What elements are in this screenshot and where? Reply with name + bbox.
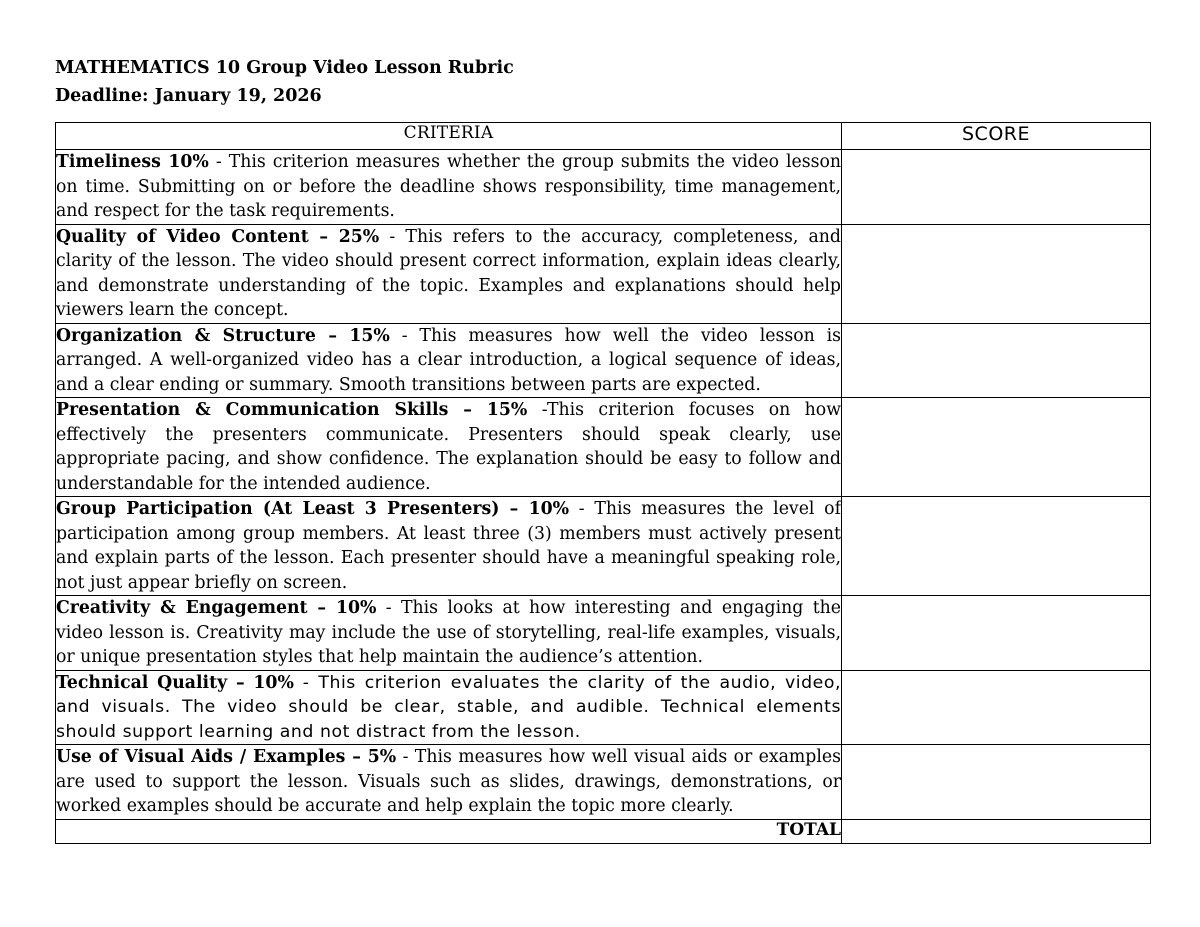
criterion-cell: [56, 670, 842, 745]
criterion-row-organization: [56, 323, 1151, 398]
criterion-row-technical-quality: [56, 670, 1151, 745]
criterion-description: - This refers to the accuracy, completeness, and clarity of the lesson. The video should present correct information, explain ideas clearly, and demonstrate understanding of the topic. Examples and explanations should help viewers learn the concept.: [56, 226, 841, 320]
rubric-table: [55, 122, 1151, 844]
score-cell-group-participation[interactable]: [842, 497, 1151, 596]
document-title: MATHEMATICS 10 Group Video Lesson Rubric: [55, 58, 514, 78]
criterion-row-visual-aids: [56, 745, 1151, 820]
score-cell-technical-quality[interactable]: [842, 670, 1151, 745]
document-deadline: Deadline: January 19, 2026: [55, 86, 322, 106]
criterion-heading: Quality of Video Content – 25%: [56, 226, 380, 247]
criterion-heading: Group Participation (At Least 3 Presenters) – 10%: [56, 499, 570, 519]
total-row: [56, 819, 1151, 843]
criterion-heading: Organization & Structure – 15%: [56, 325, 390, 346]
criterion-heading: Use of Visual Aids / Examples – 5%: [56, 747, 397, 767]
criterion-row-presentation: [56, 398, 1151, 497]
criterion-heading: Timeliness 10%: [56, 152, 209, 172]
criterion-cell: [56, 745, 842, 820]
criterion-row-timeliness: [56, 150, 1151, 225]
criterion-cell: [56, 224, 842, 323]
score-cell-visual-aids[interactable]: [842, 745, 1151, 820]
criterion-description: - This measures how well visual aids or examples are used to support the lesson. Visuals such as slides, drawings, demonstrations, or worked examples should be accurate and help explain the topic more clearly.: [56, 747, 841, 816]
score-cell-organization[interactable]: [842, 323, 1151, 398]
score-cell-creativity[interactable]: [842, 596, 1151, 671]
criterion-cell: [56, 398, 842, 497]
criteria-header: CRITERIA: [56, 123, 842, 150]
header-row: [56, 123, 1151, 150]
criterion-cell: [56, 323, 842, 398]
criterion-cell: [56, 596, 842, 671]
total-score-cell[interactable]: [842, 819, 1151, 843]
criterion-heading: Technical Quality – 10%: [56, 672, 294, 693]
criterion-description: - This measures the level of participation among group members. At least three (3) members must actively present and explain parts of the lesson. Each presenter should have a meaningful speaking role, not just appear briefly on screen.: [56, 499, 841, 593]
score-cell-presentation[interactable]: [842, 398, 1151, 497]
criterion-heading: Presentation & Communication Skills – 15%: [56, 400, 528, 420]
criterion-heading: Creativity & Engagement – 10%: [56, 598, 377, 618]
total-label: TOTAL: [56, 819, 842, 843]
criterion-description: - This measures how well the video lesson is arranged. A well-organized video has a clear introduction, a logical sequence of ideas, and a clear ending or summary. Smooth transitions between parts are expected.: [56, 325, 841, 395]
criterion-description: - This looks at how interesting and engaging the video lesson is. Creativity may include the use of storytelling, real-life examples, visuals, or unique presentation styles that help maintain the audience’s attention.: [56, 598, 841, 667]
criterion-cell: [56, 150, 842, 225]
score-cell-quality-content[interactable]: [842, 224, 1151, 323]
criterion-cell: [56, 497, 842, 596]
score-cell-timeliness[interactable]: [842, 150, 1151, 225]
criterion-description: - This criterion measures whether the group submits the video lesson on time. Submitting on or before the deadline shows responsibility, time management, and respect for the task requirements.: [56, 152, 842, 221]
criterion-row-quality-content: [56, 224, 1151, 323]
criterion-row-group-participation: [56, 497, 1151, 596]
criterion-description: - This criterion evaluates the clarity of the audio, video, and visuals. The video should be clear, stable, and audible. Technical elements should support learning and not distract from the lesson.: [56, 672, 842, 742]
criterion-row-creativity: [56, 596, 1151, 671]
criterion-description: -This criterion focuses on how effectively the presenters communicate. Presenters should speak clearly, use appropriate pacing, and show confidence. The explanation should be easy to follow and understandable for the intended audience.: [56, 400, 842, 494]
score-header: SCORE: [842, 123, 1151, 150]
